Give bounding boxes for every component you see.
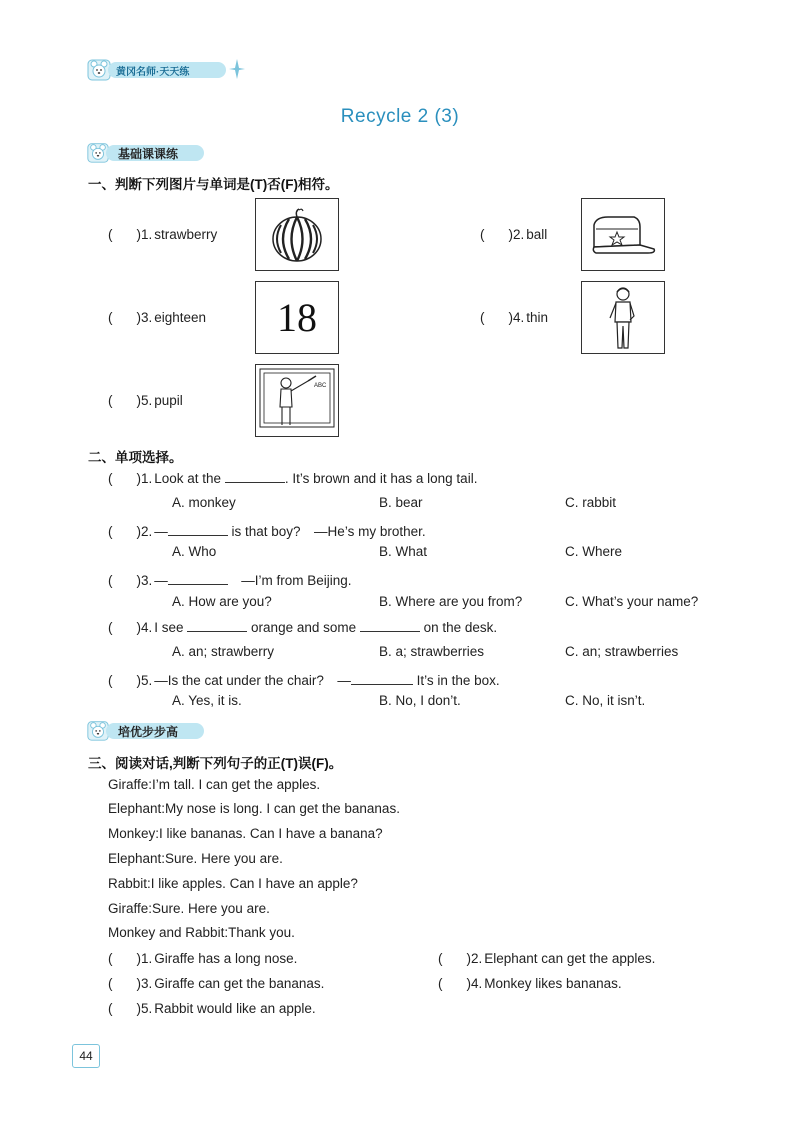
question-number: )1. [136,471,153,486]
answer-blank[interactable] [168,572,228,585]
answer-paren[interactable]: ( [480,310,485,325]
item-word: ball [526,227,548,242]
dialogue-line: Monkey:I like bananas. Can I have a banana? [108,826,383,841]
picture-number-18 [255,281,339,354]
option-a[interactable]: A. Who [172,544,217,559]
part3-statement-1 [108,950,297,968]
dialogue-line: Giraffe:I’m tall. I can get the apples. [108,777,321,792]
option-c[interactable]: C. an; strawberries [565,644,679,659]
answer-paren[interactable]: ( [108,951,113,966]
picture-boy [581,281,665,354]
answer-paren[interactable]: ( [108,310,113,325]
statement-text: Rabbit would like an apple. [154,1001,316,1016]
answer-paren[interactable]: ( [108,471,113,486]
statement-text: Giraffe has a long nose. [154,951,298,966]
question-stem: — [154,524,168,539]
question-number: )4. [136,620,153,635]
question-stem: Look at the [154,471,225,486]
section-badge-label: 培优步步高 [118,725,179,739]
answer-paren[interactable]: ( [108,524,113,539]
option-b[interactable]: B. What [379,544,428,559]
option-a[interactable]: A. Yes, it is. [172,693,242,708]
picture-watermelon [255,198,339,271]
answer-blank[interactable] [168,523,228,536]
item-number: )2. [508,227,525,242]
part3-statement-5 [108,1000,316,1018]
cap-icon [582,199,664,270]
item-word: thin [526,310,549,325]
statement-text: Elephant can get the apples. [484,951,656,966]
part2-question-4 [108,619,497,637]
question-stem: . It’s brown and it has a long tail. [284,471,478,486]
item-number: )3. [136,310,153,325]
part1-item-5 [108,392,183,410]
answer-paren[interactable]: ( [480,227,485,242]
answer-paren[interactable]: ( [108,227,113,242]
answer-paren[interactable]: ( [108,393,113,408]
statement-number: )1. [136,951,153,966]
answer-blank[interactable] [225,470,285,483]
option-b[interactable]: B. Where are you from? [379,594,523,609]
question-stem: orange and some [247,620,360,635]
part2-question-1 [108,470,477,488]
item-word: pupil [154,393,183,408]
part3-statement-2 [438,950,655,968]
statement-number: )5. [136,1001,153,1016]
statement-text: Monkey likes bananas. [484,976,622,991]
picture-teacher [255,364,339,437]
part2-heading: 二、单项选择。 [88,450,183,465]
item-number: )5. [136,393,153,408]
boy-icon [582,282,664,353]
brand-header [86,58,246,84]
question-number: )3. [136,573,153,588]
part3-statement-3 [108,975,324,993]
answer-paren[interactable]: ( [108,620,113,635]
item-number: )4. [508,310,525,325]
dialogue-line: Giraffe:Sure. Here you are. [108,901,270,916]
option-b[interactable]: B. No, I don’t. [379,693,461,708]
part3-statement-4 [438,975,622,993]
question-number: )5. [136,673,153,688]
question-stem: —Is the cat under the chair? — [154,673,351,688]
option-b[interactable]: B. a; strawberries [379,644,485,659]
statement-number: )2. [466,951,483,966]
option-a[interactable]: A. How are you? [172,594,272,609]
question-stem: on the desk. [419,620,498,635]
section-badge-label: 基础课课练 [118,147,179,161]
answer-paren[interactable]: ( [108,976,113,991]
question-stem: —I’m from Beijing. [227,573,352,588]
part2-question-2 [108,520,426,541]
picture-cap [581,198,665,271]
part2-question-3 [108,569,352,590]
page-number: 44 [72,1044,100,1068]
question-stem: I see [154,620,188,635]
answer-paren[interactable]: ( [438,951,443,966]
part1-item-1 [108,226,217,244]
item-word: strawberry [154,227,218,242]
part1-item-2 [480,226,547,244]
blackboard-letters: ABC [314,383,327,389]
statement-text: Giraffe can get the bananas. [154,976,325,991]
statement-number: )4. [466,976,483,991]
part1-heading: 一、判断下列图片与单词是(T)否(F)相符。 [88,177,339,192]
question-stem: is that boy? —He’s my brother. [227,524,426,539]
brand-title: 黄冈名师·天天练 [116,67,190,78]
option-b[interactable]: B. bear [379,495,423,510]
number-18-text: 18 [277,295,317,340]
dialogue-line: Monkey and Rabbit:Thank you. [108,925,295,940]
part1-item-3 [108,309,206,327]
answer-paren[interactable]: ( [438,976,443,991]
dialogue-line: Rabbit:I like apples. Can I have an apple? [108,876,358,891]
dialogue-line: Elephant:My nose is long. I can get the bananas. [108,801,400,816]
option-c[interactable]: C. Where [565,544,623,559]
option-a[interactable]: A. monkey [172,495,236,510]
answer-paren[interactable]: ( [108,573,113,588]
answer-paren[interactable]: ( [108,1001,113,1016]
part1-item-4 [480,309,548,327]
question-stem: — [154,573,168,588]
answer-blank[interactable] [187,619,247,632]
option-a[interactable]: A. an; strawberry [172,644,275,659]
option-c[interactable]: C. What’s your name? [565,594,699,609]
answer-paren[interactable]: ( [108,673,113,688]
section-badge-advanced [86,718,216,742]
option-c[interactable]: C. rabbit [565,495,617,510]
answer-blank[interactable] [360,619,420,632]
part2-question-5 [108,669,500,690]
part3-heading: 三、阅读对话,判断下列句子的正(T)误(F)。 [88,756,343,771]
question-stem: It’s in the box. [412,673,500,688]
option-c[interactable]: C. No, it isn’t. [565,693,646,708]
watermelon-icon [256,199,338,270]
item-word: eighteen [154,310,207,325]
statement-number: )3. [136,976,153,991]
question-number: )2. [136,524,153,539]
answer-blank[interactable] [351,672,413,685]
section-badge-basic [86,140,216,164]
sparkle-icon [228,58,246,80]
item-number: )1. [136,227,153,242]
dialogue-line: Elephant:Sure. Here you are. [108,851,283,866]
page-title: Recycle 2 (3) [340,106,460,127]
teacher-icon [256,365,338,436]
